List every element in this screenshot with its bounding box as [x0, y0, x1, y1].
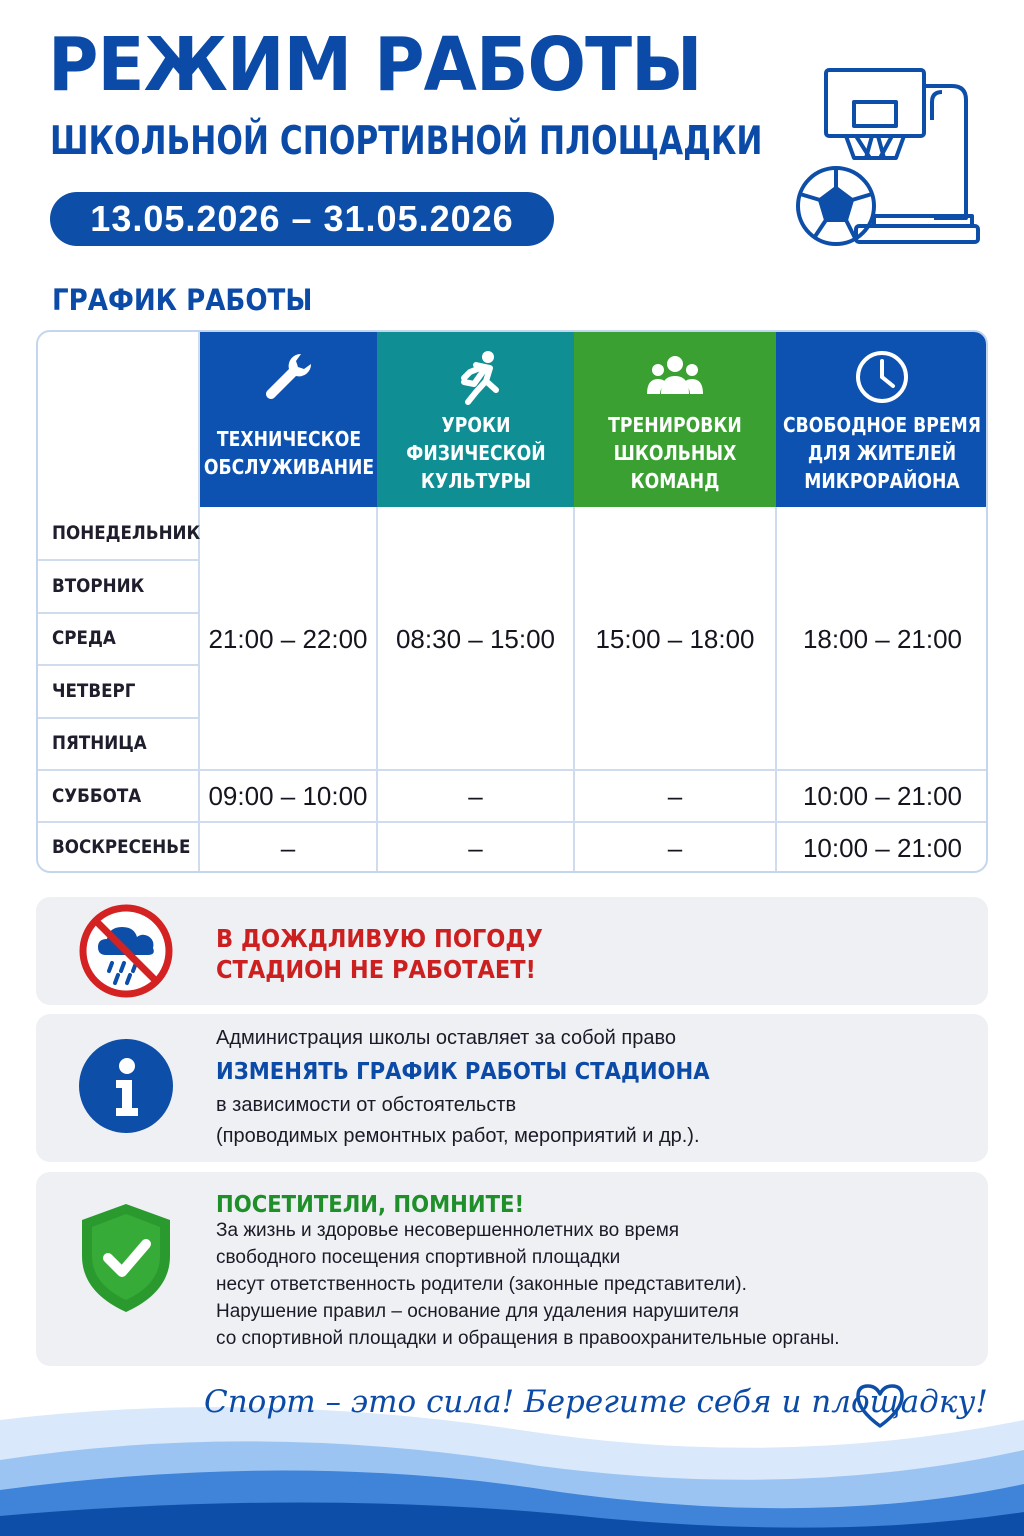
- column-header-pe-lessons: [377, 332, 574, 507]
- footer-slogan: Спорт – это сила! Берегите себя и площадку!: [204, 1384, 988, 1420]
- running-person-icon: [446, 348, 506, 406]
- page-subtitle: ШКОЛЬНОЙ СПОРТИВНОЙ ПЛОЩАДКИ: [50, 119, 763, 164]
- info-notice-panel: [36, 1014, 988, 1162]
- no-rain-icon: [78, 903, 174, 999]
- day-label: СУББОТА: [52, 785, 142, 807]
- day-label: ЧЕТВЕРГ: [52, 680, 136, 702]
- day-label: ВОСКРЕСЕНЬЕ: [52, 836, 191, 858]
- schedule-section-title: ГРАФИК РАБОТЫ: [52, 283, 313, 317]
- warning-notice-line: свободного посещения спортивной площадки: [216, 1247, 621, 1268]
- time-cell: 18:00 – 21:00: [802, 623, 963, 654]
- day-label: ПОНЕДЕЛЬНИК: [52, 522, 201, 544]
- column-label: УРОКИ ФИЗИЧЕСКОЙ КУЛЬТУРЫ: [405, 412, 546, 493]
- day-label: ПЯТНИЦА: [52, 732, 147, 754]
- column-header-team-training: [574, 332, 776, 507]
- time-cell: –: [468, 780, 483, 811]
- rain-notice-text: [216, 923, 543, 985]
- grid-divider: [38, 612, 198, 614]
- column-header-maintenance: [200, 332, 377, 507]
- column-header-free-time: [776, 332, 988, 507]
- warning-notice-line: Нарушение правил – основание для удаления нарушителя: [216, 1301, 739, 1322]
- time-cell: –: [468, 832, 483, 863]
- rain-notice-line: В ДОЖДЛИВУЮ ПОГОДУ: [216, 924, 543, 953]
- time-cell: 10:00 – 21:00: [802, 832, 963, 863]
- info-notice-line: Администрация школы оставляет за собой право: [216, 1027, 676, 1049]
- page-title: РЕЖИМ РАБОТЫ: [48, 22, 702, 108]
- time-cell: –: [280, 832, 296, 863]
- day-label: СРЕДА: [52, 627, 116, 649]
- time-cell: –: [667, 780, 683, 811]
- warning-notice-line: За жизнь и здоровье несовершеннолетних во время: [216, 1220, 680, 1241]
- rain-notice-panel: [36, 897, 988, 1005]
- warning-notice-title: ПОСЕТИТЕЛИ, ПОМНИТЕ!: [216, 1192, 525, 1218]
- heart-icon: [854, 1380, 906, 1432]
- grid-divider: [38, 717, 198, 719]
- warning-notice-line: со спортивной площадки и обращения в правоохранительные органы.: [216, 1328, 840, 1349]
- time-cell: 21:00 – 22:00: [208, 623, 368, 654]
- basketball-hoop-and-football-icon: [792, 62, 984, 250]
- time-cell: 09:00 – 10:00: [208, 780, 368, 811]
- wrench-icon: [259, 348, 319, 406]
- time-cell: 15:00 – 18:00: [595, 623, 755, 654]
- shield-check-icon: [76, 1200, 176, 1316]
- grid-divider: [38, 664, 198, 666]
- column-label: СВОБОДНОЕ ВРЕМЯ ДЛЯ ЖИТЕЛЕЙ МИКРОРАЙОНА: [783, 412, 981, 493]
- column-label: ТРЕНИРОВКИ ШКОЛЬНЫХ КОМАНД: [608, 412, 742, 493]
- team-icon: [645, 348, 705, 406]
- day-label: ВТОРНИК: [52, 575, 145, 597]
- info-notice-line: (проводимых ремонтных работ, мероприятий и др.).: [216, 1125, 700, 1147]
- time-cell: –: [667, 832, 683, 863]
- date-range-badge: 13.05.2026 – 31.05.2026: [50, 192, 554, 246]
- info-icon: [78, 1038, 174, 1134]
- grid-divider: [38, 559, 198, 561]
- time-cell: 10:00 – 21:00: [802, 780, 963, 811]
- warning-notice-line: несут ответственность родители (законные представители).: [216, 1274, 747, 1295]
- info-notice-highlight: ИЗМЕНЯТЬ ГРАФИК РАБОТЫ СТАДИОНА: [216, 1059, 710, 1085]
- warning-notice-panel: [36, 1172, 988, 1366]
- clock-icon: [852, 348, 912, 406]
- column-label: ТЕХНИЧЕСКОЕ ОБСЛУЖИВАНИЕ: [203, 426, 374, 479]
- rain-notice-line: СТАДИОН НЕ РАБОТАЕТ!: [216, 955, 536, 984]
- info-notice-line: в зависимости от обстоятельств: [216, 1094, 517, 1116]
- schedule-table: [36, 330, 988, 873]
- time-cell: 08:30 – 15:00: [395, 623, 556, 654]
